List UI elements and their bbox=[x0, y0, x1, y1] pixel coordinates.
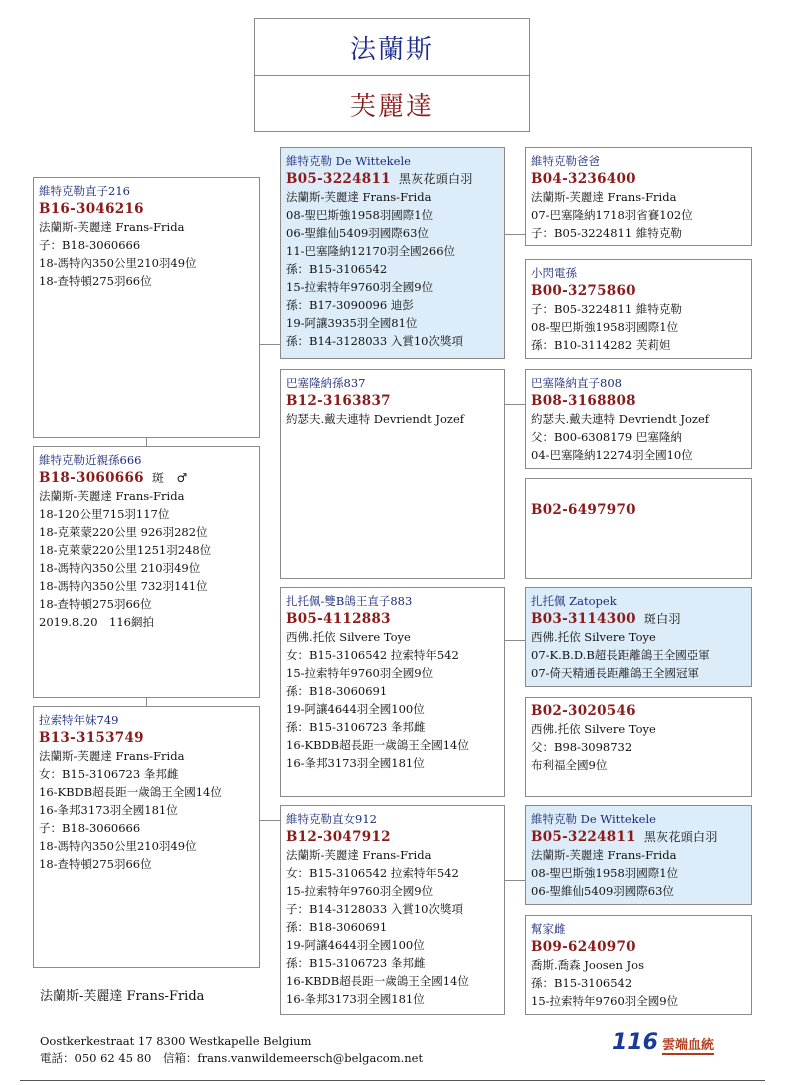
pedigree-line: 西佛.托依 Silvere Toye bbox=[531, 630, 656, 644]
ring-number bbox=[531, 828, 746, 846]
ring-number bbox=[286, 170, 499, 188]
pedigree-box-b05c bbox=[525, 805, 752, 905]
bird-name: 拉索特年妹749 bbox=[39, 713, 119, 727]
ring-number-text: B05-3224811 bbox=[286, 171, 391, 187]
pedigree-box-b02a bbox=[525, 478, 752, 579]
logo-text: 雲端血統 bbox=[662, 1034, 714, 1055]
ring-number-text: B02-6497970 bbox=[531, 502, 636, 518]
pedigree-line: 子：B14-3128033 入賞10次獎項 bbox=[286, 902, 463, 916]
ring-number-text: B03-3114300 bbox=[531, 611, 636, 627]
ring-number bbox=[286, 828, 499, 846]
pedigree-box-b08 bbox=[525, 369, 752, 469]
ring-number-text: B05-4112883 bbox=[286, 611, 391, 627]
pedigree-line: 18-查特頓275羽66位 bbox=[39, 274, 152, 288]
bird-color: 黑灰花頭白羽 bbox=[398, 172, 473, 186]
pedigree-line: 18-克萊蒙220公里1251羽248位 bbox=[39, 543, 212, 557]
pedigree-line: 孫：B14-3128033 入賞10次獎項 bbox=[286, 334, 463, 348]
pedigree-box-b02b bbox=[525, 697, 752, 797]
pedigree-line: 孫：B18-3060691 bbox=[286, 920, 388, 934]
bird-name: 巴塞隆納孫837 bbox=[286, 376, 366, 390]
pedigree-line: 西佛.托依 Silvere Toye bbox=[286, 630, 411, 644]
connector bbox=[259, 344, 280, 345]
pedigree-line: 16-KBDB超長距一歲鴿王全國14位 bbox=[39, 785, 222, 799]
ring-number bbox=[39, 469, 254, 487]
pedigree-line: 父：B00-6308179 巴塞隆納 bbox=[531, 430, 682, 444]
title-line-2: 芙麗達 bbox=[349, 91, 434, 122]
pedigree-line: 子：B18-3060666 bbox=[39, 238, 141, 252]
ring-number bbox=[531, 282, 746, 300]
ring-number-text: B02-3020546 bbox=[531, 703, 636, 719]
pedigree-line: 18-馮特內350公里 210羽49位 bbox=[39, 561, 201, 575]
pedigree-line: 18-查特頓275羽66位 bbox=[39, 857, 152, 871]
bird-color: 黑灰花頭白羽 bbox=[643, 830, 718, 844]
ring-number-text: B12-3163837 bbox=[286, 393, 391, 409]
bird-name: 維特克勒 De Wittekele bbox=[286, 154, 411, 168]
pedigree-line: 07-巴塞隆納1718羽省賽102位 bbox=[531, 208, 693, 222]
ring-number bbox=[39, 729, 254, 747]
pedigree-line: 子：B05-3224811 維特克勒 bbox=[531, 302, 682, 316]
pedigree-box-b12a bbox=[280, 369, 505, 579]
pedigree-line: 孫：B15-3106542 bbox=[286, 262, 388, 276]
pedigree-line: 法蘭斯-芙麗達 Frans-Frida bbox=[286, 848, 432, 862]
ring-number bbox=[531, 938, 746, 956]
ring-number bbox=[531, 170, 746, 188]
ring-number-text: B08-3168808 bbox=[531, 393, 636, 409]
ring-number bbox=[286, 610, 499, 628]
bird-color: 斑 ♂ bbox=[151, 471, 188, 485]
connector bbox=[504, 640, 525, 641]
connector bbox=[259, 820, 280, 821]
connector bbox=[504, 880, 525, 881]
pedigree-line: 16-KBDB超長距一歲鴿王全國14位 bbox=[286, 738, 469, 752]
pedigree-title bbox=[254, 18, 530, 132]
pedigree-line: 孫：B17-3090096 迪彭 bbox=[286, 298, 414, 312]
pedigree-line: 08-聖巴斯強1958羽國際1位 bbox=[286, 208, 434, 222]
pedigree-line: 孫：B15-3106542 bbox=[531, 976, 633, 990]
ring-number-text: B13-3153749 bbox=[39, 730, 144, 746]
ring-number bbox=[39, 200, 254, 218]
pedigree-line: 06-聖維仙5409羽國際63位 bbox=[286, 226, 429, 240]
pedigree-box-b13 bbox=[33, 706, 260, 968]
contact-address bbox=[40, 1033, 423, 1067]
ring-number-text: B09-6240970 bbox=[531, 939, 636, 955]
pedigree-line: 15-拉索特年9760羽全國9位 bbox=[286, 666, 434, 680]
pedigree-line: 16-夆邦3173羽全國181位 bbox=[286, 992, 425, 1006]
pedigree-line: 18-120公里715羽117位 bbox=[39, 507, 170, 521]
logo bbox=[612, 1030, 714, 1055]
pedigree-line: 子：B05-3224811 維特克勒 bbox=[531, 226, 682, 240]
pedigree-line: 孫：B15-3106723 夆邦雌 bbox=[286, 956, 426, 970]
pedigree-box-b09 bbox=[525, 915, 752, 1015]
pedigree-line: 11-巴塞隆納12170羽全國266位 bbox=[286, 244, 456, 258]
connector bbox=[504, 234, 525, 235]
pedigree-line: 法蘭斯-芙麗達 Frans-Frida bbox=[39, 749, 185, 763]
bird-color: 斑白羽 bbox=[643, 612, 681, 626]
ring-number-text: B00-3275860 bbox=[531, 283, 636, 299]
pedigree-line: 16-夆邦3173羽全國181位 bbox=[39, 803, 178, 817]
ring-number bbox=[286, 392, 499, 410]
pedigree-box-b00 bbox=[525, 259, 752, 359]
bird-name: 維特克勒爸爸 bbox=[531, 154, 600, 168]
bird-name: 維特克勒直女912 bbox=[286, 812, 377, 826]
pedigree-line: 06-聖維仙5409羽國際63位 bbox=[531, 884, 674, 898]
ring-number-text: B05-3224811 bbox=[531, 829, 636, 845]
pedigree-line: 15-拉索特年9760羽全國9位 bbox=[531, 994, 679, 1008]
title-line-1: 法蘭斯 bbox=[255, 19, 529, 76]
ring-number-text: B18-3060666 bbox=[39, 470, 144, 486]
pedigree-line: 喬斯.喬森 Joosen Jos bbox=[531, 958, 644, 972]
pedigree-box-b03 bbox=[525, 587, 752, 687]
pedigree-box-b05b bbox=[280, 587, 505, 797]
ring-number-text: B12-3047912 bbox=[286, 829, 391, 845]
pedigree-line: 約瑟夫.戴夫連特 Devriendt Jozef bbox=[531, 412, 710, 426]
contact-line: 電話：050 62 45 80 信箱：frans.vanwildemeersch@belgacom.net bbox=[40, 1051, 424, 1065]
pedigree-box-b04 bbox=[525, 147, 752, 246]
pedigree-line: 15-拉索特年9760羽全國9位 bbox=[286, 280, 434, 294]
pedigree-line: 法蘭斯-芙麗達 Frans-Frida bbox=[286, 190, 432, 204]
pedigree-line: 18-馮特內350公里210羽49位 bbox=[39, 256, 197, 270]
pedigree-line: 法蘭斯-芙麗達 Frans-Frida bbox=[39, 489, 185, 503]
ring-number bbox=[531, 702, 746, 720]
pedigree-box-b18 bbox=[33, 446, 260, 698]
pedigree-box-b16 bbox=[33, 177, 260, 438]
pedigree-box-b12b bbox=[280, 805, 505, 1015]
pedigree-line: 08-聖巴斯強1958羽國際1位 bbox=[531, 866, 679, 880]
pedigree-line: 女：B15-3106542 拉索特年542 bbox=[286, 648, 459, 662]
ring-number-text: B04-3236400 bbox=[531, 171, 636, 187]
pedigree-line: 18-馮特內350公里210羽49位 bbox=[39, 839, 197, 853]
pedigree-line: 父：B98-3098732 bbox=[531, 740, 633, 754]
pedigree-line: 04-巴塞隆納12274羽全國10位 bbox=[531, 448, 693, 462]
pedigree-line: 07-K.B.D.B超長距離鴿王全國亞軍 bbox=[531, 648, 710, 662]
pedigree-line: 18-克萊蒙220公里 926羽282位 bbox=[39, 525, 208, 539]
pedigree-line: 18-查特頓275羽66位 bbox=[39, 597, 152, 611]
pedigree-line: 18-馮特內350公里 732羽141位 bbox=[39, 579, 208, 593]
ring-number bbox=[531, 501, 746, 519]
pedigree-line: 約瑟夫.戴夫連特 Devriendt Jozef bbox=[286, 412, 465, 426]
pedigree-line: 19-阿讓4644羽全國100位 bbox=[286, 702, 425, 716]
bird-name: 巴塞隆納直子808 bbox=[531, 376, 622, 390]
pedigree-line: 法蘭斯-芙麗達 Frans-Frida bbox=[39, 220, 185, 234]
bird-name: 扎托佩 Zatopek bbox=[531, 594, 617, 608]
bird-name: 小閃電孫 bbox=[531, 266, 577, 280]
ring-number bbox=[531, 392, 746, 410]
ring-number bbox=[531, 610, 746, 628]
pedigree-line: 15-拉索特年9760羽全國9位 bbox=[286, 884, 434, 898]
pedigree-line: 子：B18-3060666 bbox=[39, 821, 141, 835]
pedigree-line: 女：B15-3106723 夆邦雌 bbox=[39, 767, 179, 781]
pedigree-line: 19-阿讓4644羽全國100位 bbox=[286, 938, 425, 952]
connector bbox=[504, 404, 525, 405]
owner-name: 法蘭斯-芙麗達 Frans-Frida bbox=[40, 989, 205, 1004]
pedigree-line: 法蘭斯-芙麗達 Frans-Frida bbox=[531, 190, 677, 204]
pedigree-line: 孫：B10-3114282 芙莉妲 bbox=[531, 338, 671, 352]
pedigree-line: 2019.8.20 116網拍 bbox=[39, 615, 154, 629]
bird-name: 維特克勒 De Wittekele bbox=[531, 812, 656, 826]
pedigree-line: 西佛.托依 Silvere Toye bbox=[531, 722, 656, 736]
pedigree-line: 法蘭斯-芙麗達 Frans-Frida bbox=[531, 848, 677, 862]
bird-name: 扎托佩-雙B鴿王直子883 bbox=[286, 594, 413, 608]
pedigree-line: 08-聖巴斯強1958羽國際1位 bbox=[531, 320, 679, 334]
bird-name: 維特克勒直子216 bbox=[39, 184, 130, 198]
ring-number-text: B16-3046216 bbox=[39, 201, 144, 217]
address-line: Oostkerkestraat 17 8300 Westkapelle Belgium bbox=[40, 1034, 312, 1048]
pedigree-line: 布利福全國9位 bbox=[531, 758, 608, 772]
pedigree-line: 孫：B15-3106723 夆邦雌 bbox=[286, 720, 426, 734]
bird-name: 維特克勒近親孫666 bbox=[39, 453, 142, 467]
pedigree-box-b05a bbox=[280, 147, 505, 359]
logo-number: 116 bbox=[612, 1030, 658, 1055]
pedigree-line: 孫：B18-3060691 bbox=[286, 684, 388, 698]
pedigree-line: 女：B15-3106542 拉索特年542 bbox=[286, 866, 459, 880]
divider bbox=[20, 1080, 765, 1081]
pedigree-line: 16-KBDB超長距一歲鴿王全國14位 bbox=[286, 974, 469, 988]
pedigree-line: 07-倚天精通長距離鴿王全國冠軍 bbox=[531, 666, 700, 680]
bird-name: 幫家雌 bbox=[531, 922, 566, 936]
pedigree-line: 16-夆邦3173羽全國181位 bbox=[286, 756, 425, 770]
pedigree-line: 19-阿讓3935羽全國81位 bbox=[286, 316, 418, 330]
